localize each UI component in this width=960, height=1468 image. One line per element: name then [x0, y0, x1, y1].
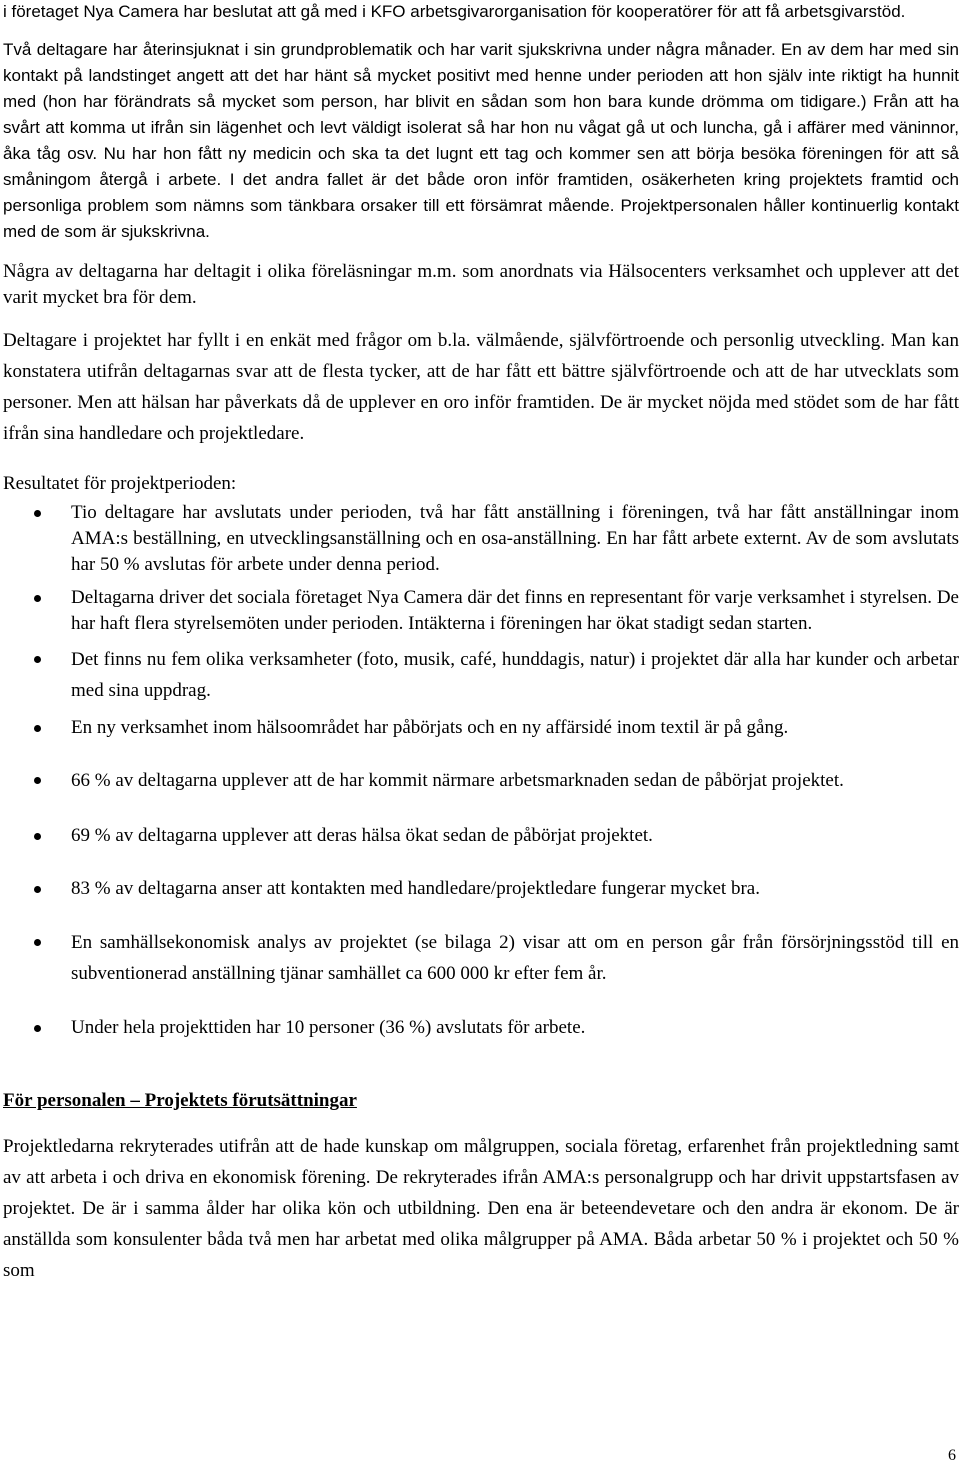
list-item: [3, 500, 959, 578]
list-item: [3, 715, 959, 741]
list-item: [3, 823, 959, 849]
spacer: [3, 449, 959, 469]
list-item-text: Tio deltagare har avslutats under perioden, två har fått anställning i föreningen, två har fått anställningar inom AMA:s beställning, en utvecklingsanställning och en osa-anställning. En har fått arbete externt. Av de som avslutats har 50 % avslutas för arbete under denna period.: [71, 502, 959, 575]
page-number: 6: [948, 1447, 956, 1464]
list-item-text: Deltagarna driver det sociala företaget Nya Camera där det finns en representant för varje verksamhet i styrelsen. De har haft flera styrelsemöten under perioden. Intäkterna i föreningen har ökat stadigt sedan starten.: [71, 587, 959, 634]
list-item: [3, 765, 959, 796]
document-page: [3, 0, 959, 1286]
bullet-icon: [34, 656, 41, 663]
spacer: [3, 1041, 959, 1086]
paragraph-lectures: Några av deltagarna har deltagit i olika föreläsningar m.m. som anordnats via Hälsocenters verksamhet och upplever att det varit mycket bra för dem.: [3, 261, 959, 308]
paragraph-sick-leave: Två deltagare har återinsjuknat i sin grundproblematik och har varit sjukskrivna under några månader. En av dem har med sin kontakt på landstinget angett att det har hänt så mycket positivt med henne under perioden att hon själv inte riktigt ha hunnit med (hon har förändrats så mycket som person, har blivit en sådan som hon bara kunde drömma om tidigare.) Från att ha svårt att komma ut ifrån sin lägenhet och levt väldigt isolerat så har hon nu vågat gå ut och luncha, gå i affärer med väninnor, åka tåg osv. Nu har hon fått ny medicin och ska ta det lugnt ett tag och kommer sen att börja besöka föreningen för att så småningom återgå i arbete. I det andra fallet är det både oron inför framtiden, osäkerheten kring projektets framtid och personliga problem som nämns som tänkbara orsaker till ett försämrat mående. Projektpersonalen håller kontinuerlig kontakt med de som är sjukskrivna.: [3, 40, 959, 241]
list-item: [3, 927, 959, 989]
bullet-icon: [34, 939, 41, 946]
spacer: [3, 245, 959, 259]
paragraph-staff: Projektledarna rekryterades utifrån att de hade kunskap om målgruppen, sociala företag, erfarenhet från projektledning samt av att arbeta i och driva en ekonomisk förening. De rekryterades ifrån AMA:s personalgrupp och har drivit uppstartsfasen av projektet. De är i samma ålder har olika kön och utbildning. Den ena är beteendevetare och den andra är ekonom. De är anställda som konsulenter båda två men har arbetat med olika målgrupper på AMA. Båda arbetar 50 % i projektet och 50 % som: [3, 1136, 959, 1281]
list-item-text: Det finns nu fem olika verksamheter (foto, musik, café, hunddagis, natur) i projektet där alla har kunder och arbetar med sina uppdrag.: [71, 649, 959, 701]
bullet-icon: [34, 510, 41, 517]
list-item-text: En ny verksamhet inom hälsoområdet har påbörjats och en ny affärsidé inom textil är på gång.: [71, 717, 789, 738]
bullet-icon: [34, 777, 41, 784]
bullet-icon: [34, 725, 41, 732]
section-heading-staff: För personalen – Projektets förutsättningar: [3, 1090, 357, 1111]
list-item: [3, 585, 959, 637]
results-heading: Resultatet för projektperioden:: [3, 473, 237, 494]
results-list: [3, 500, 959, 1041]
list-item-text: En samhällsekonomisk analys av projektet (se bilaga 2) visar att om en person går från försörjningsstöd till en subventionerad anställning tjänar samhället ca 600 000 kr efter fem år.: [71, 932, 959, 984]
bullet-icon: [34, 595, 41, 602]
list-item-text: 83 % av deltagarna anser att kontakten med handledare/projektledare fungerar mycket bra.: [71, 878, 760, 899]
bullet-icon: [34, 1025, 41, 1032]
spacer: [3, 23, 959, 37]
list-item: [3, 1015, 959, 1041]
bullet-icon: [34, 833, 41, 840]
paragraph-survey: Deltagare i projektet har fyllt i en enkät med frågor om b.la. välmående, självförtroende och personlig utveckling. Man kan konstatera utifrån deltagarnas svar att de flesta tycker, att de har fått ett bättre självförtroende och att de har utvecklats som personer. Men att hälsan har påverkats då de upplever en oro inför framtiden. De är mycket nöjda med stödet som de har fått ifrån sina handledare och projektledare.: [3, 330, 959, 444]
list-item: [3, 644, 959, 706]
spacer: [3, 1115, 959, 1131]
list-item-text: 69 % av deltagarna upplever att deras hälsa ökat sedan de påbörjat projektet.: [71, 825, 653, 846]
paragraph-intro: i företaget Nya Camera har beslutat att gå med i KFO arbetsgivarorganisation för kooperatörer för att få arbetsgivarstöd.: [3, 2, 906, 21]
list-item-text: Under hela projekttiden har 10 personer (36 %) avslutats för arbete.: [71, 1017, 586, 1038]
list-item-text: 66 % av deltagarna upplever att de har kommit närmare arbetsmarknaden sedan de påbörjat projektet.: [71, 770, 844, 791]
list-item: [3, 876, 959, 902]
spacer: [3, 311, 959, 325]
bullet-icon: [34, 886, 41, 893]
